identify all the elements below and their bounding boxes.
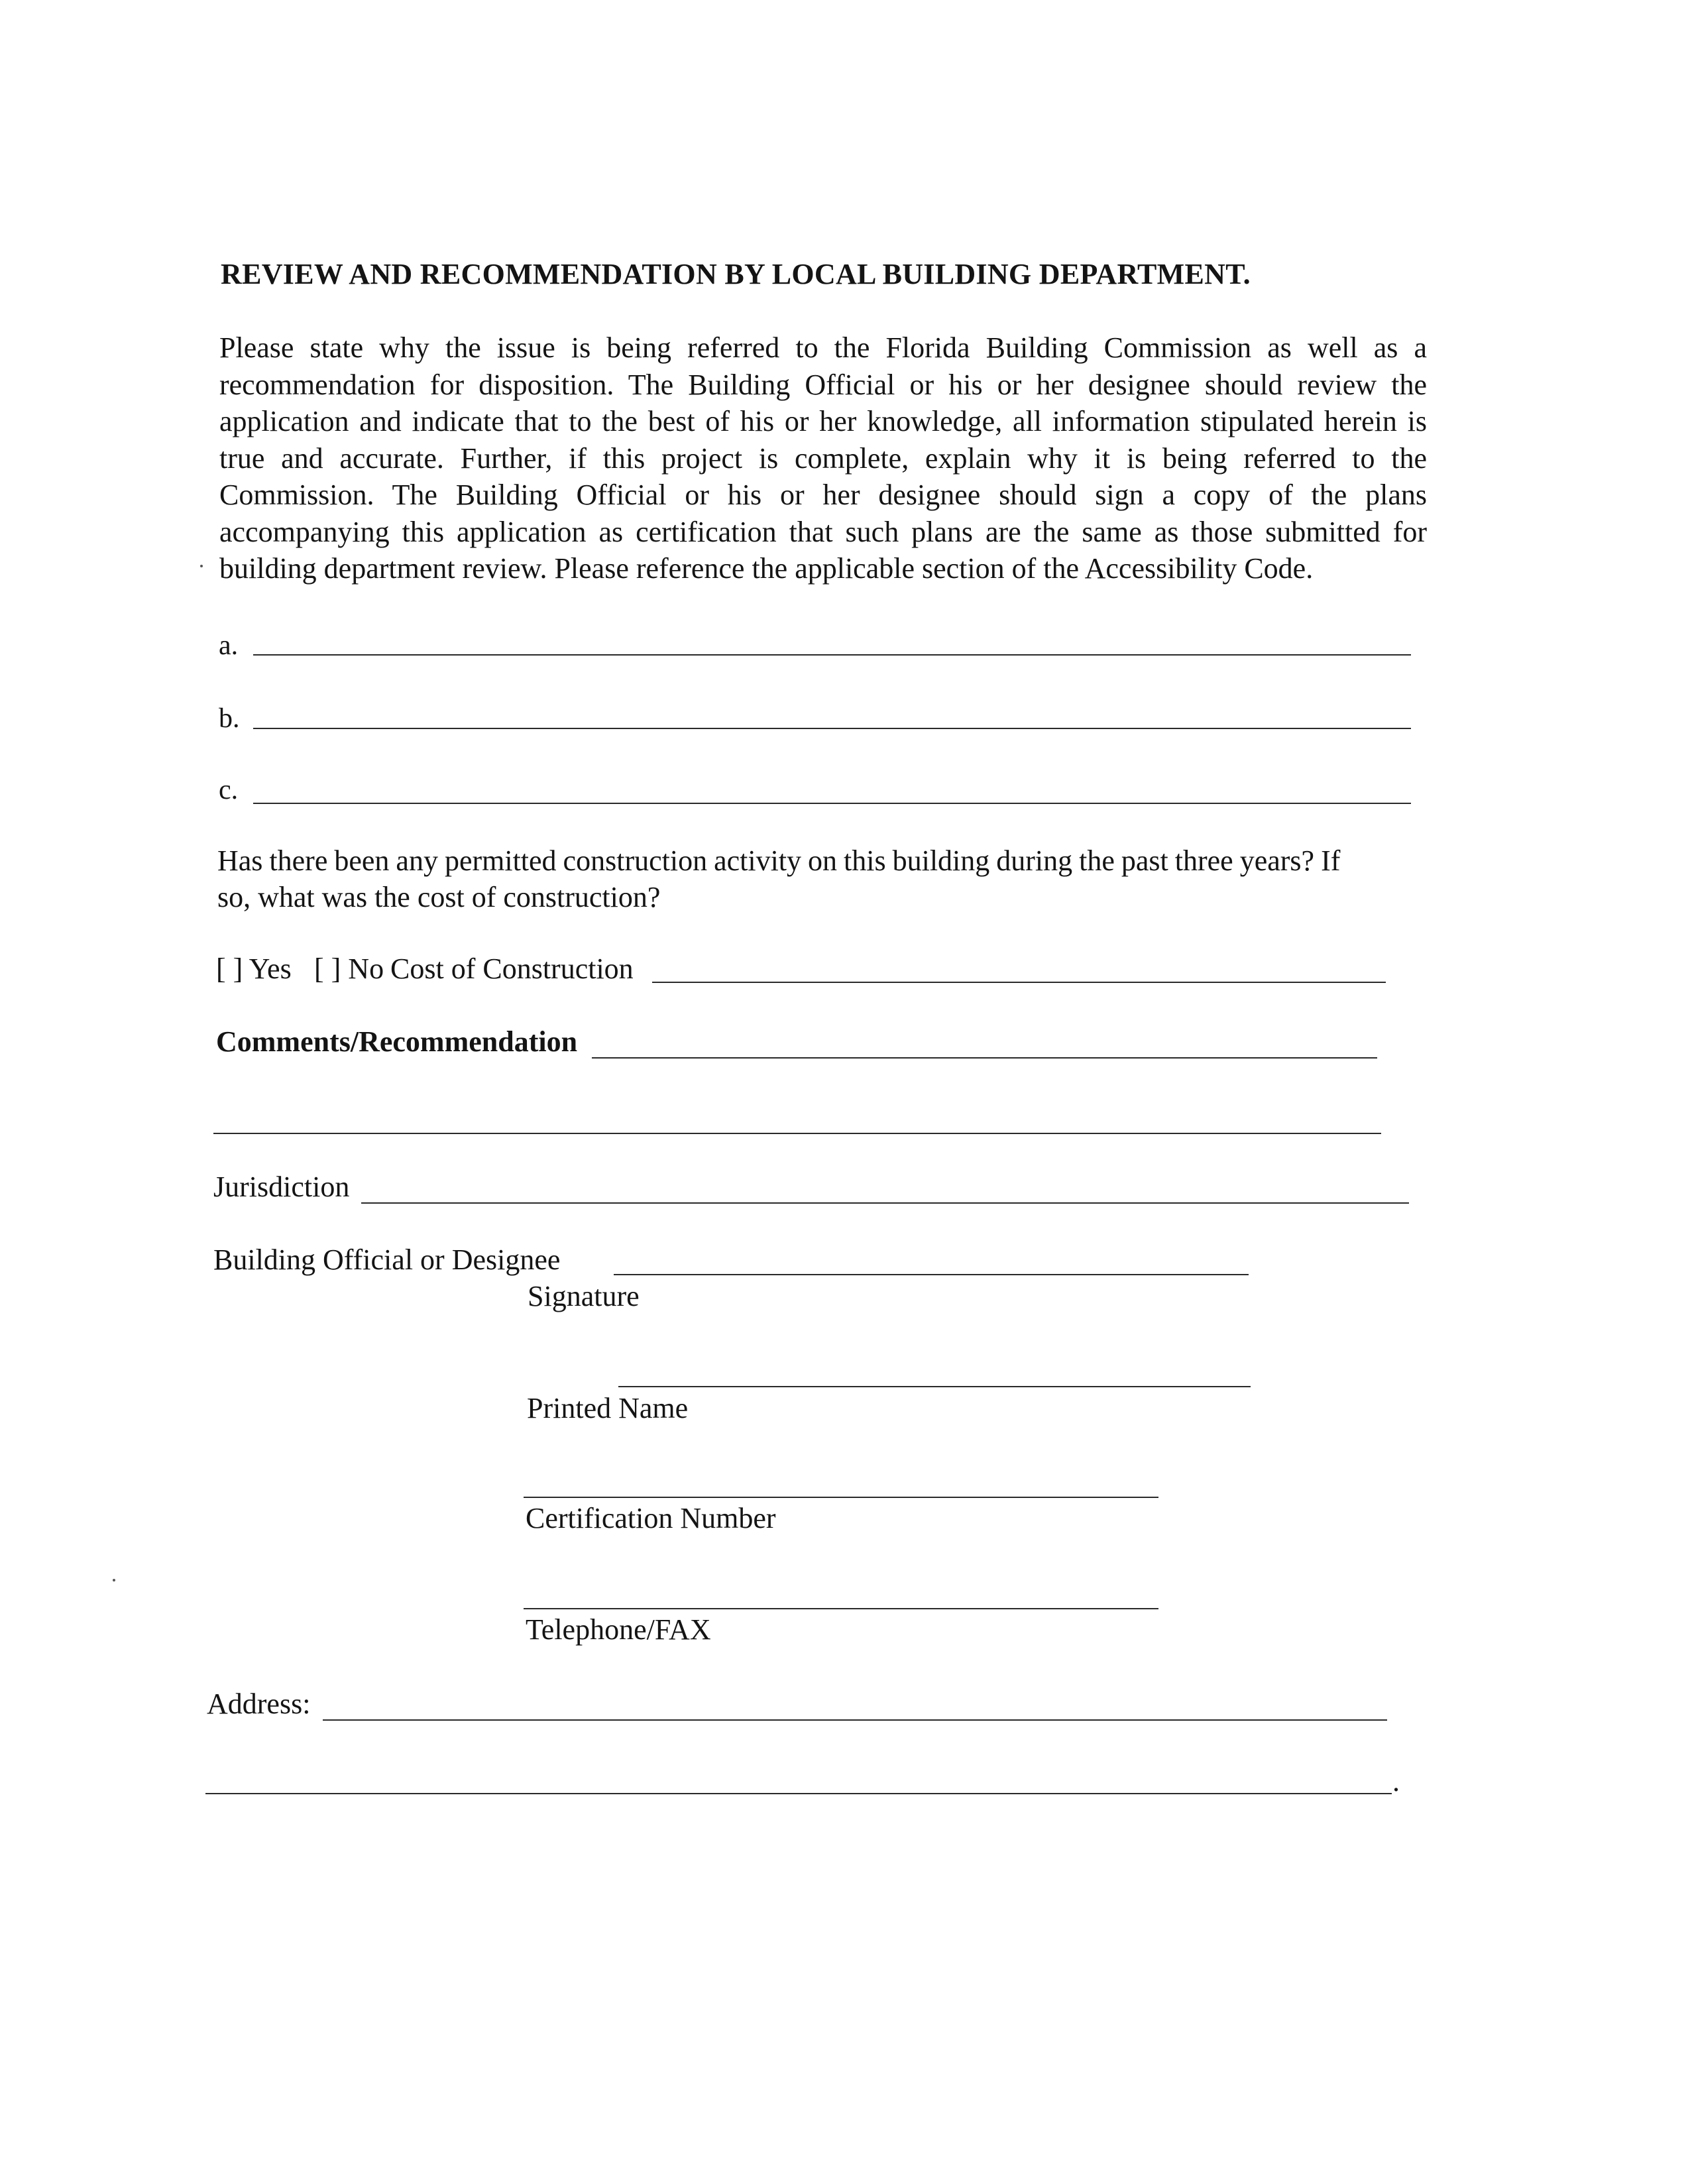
building-official-label: Building Official or Designee xyxy=(213,1243,561,1276)
comments-label: Comments/Recommendation xyxy=(216,1025,578,1058)
construction-question-line2: so, what was the cost of construction? xyxy=(217,881,661,913)
comments-field-2[interactable] xyxy=(213,1133,1381,1134)
printed-name-label: Printed Name xyxy=(527,1392,689,1424)
jurisdiction-field[interactable] xyxy=(361,1202,1409,1204)
certification-number-field[interactable] xyxy=(524,1497,1158,1498)
telephone-fax-field[interactable] xyxy=(524,1608,1158,1609)
item-a-label: a. xyxy=(219,630,239,661)
instructions-paragraph: Please state why the issue is being referred to the Florida Building Commission as well as a recommendation for disposition. The Building Official or his or her designee should review the application and indicate that to the best of his or her knowledge, all information stipulated herein is true and accurate. Further, if this project is complete, explain why it is being referred to the Commission. The Building Official or his or her designee should sign a copy of the plans accompanying this application as certification that such plans are the same as those submitted for building department review. Please reference the applicable section of the Accessibility Code. xyxy=(219,331,1427,585)
comments-field-1[interactable] xyxy=(592,1057,1377,1059)
no-checkbox[interactable]: [ ] No xyxy=(314,952,384,985)
item-a-field[interactable] xyxy=(253,654,1411,656)
address-label: Address: xyxy=(207,1688,311,1720)
address-field-2[interactable] xyxy=(205,1793,1392,1794)
address-field-1[interactable] xyxy=(323,1719,1387,1721)
construction-question-line1: Has there been any permitted construction activity on this building during the past three years? If xyxy=(217,844,1341,877)
signature-field[interactable] xyxy=(614,1274,1249,1275)
scan-speck xyxy=(113,1579,115,1581)
telephone-fax-label: Telephone/FAX xyxy=(526,1613,711,1646)
scan-speck xyxy=(200,565,203,567)
address-trailing-period: . xyxy=(1392,1765,1400,1798)
signature-label: Signature xyxy=(528,1280,640,1312)
item-c-field[interactable] xyxy=(253,803,1411,804)
jurisdiction-label: Jurisdiction xyxy=(213,1171,350,1203)
printed-name-field[interactable] xyxy=(618,1386,1251,1387)
cost-of-construction-label: Cost of Construction xyxy=(390,952,634,985)
item-b-label: b. xyxy=(219,703,240,734)
cost-of-construction-field[interactable] xyxy=(652,982,1386,983)
certification-number-label: Certification Number xyxy=(526,1502,776,1534)
yes-checkbox[interactable]: [ ] Yes xyxy=(216,952,292,985)
item-c-label: c. xyxy=(219,775,239,805)
item-b-field[interactable] xyxy=(253,728,1411,729)
form-heading: REVIEW AND RECOMMENDATION BY LOCAL BUILDING DEPARTMENT. xyxy=(221,258,1251,290)
